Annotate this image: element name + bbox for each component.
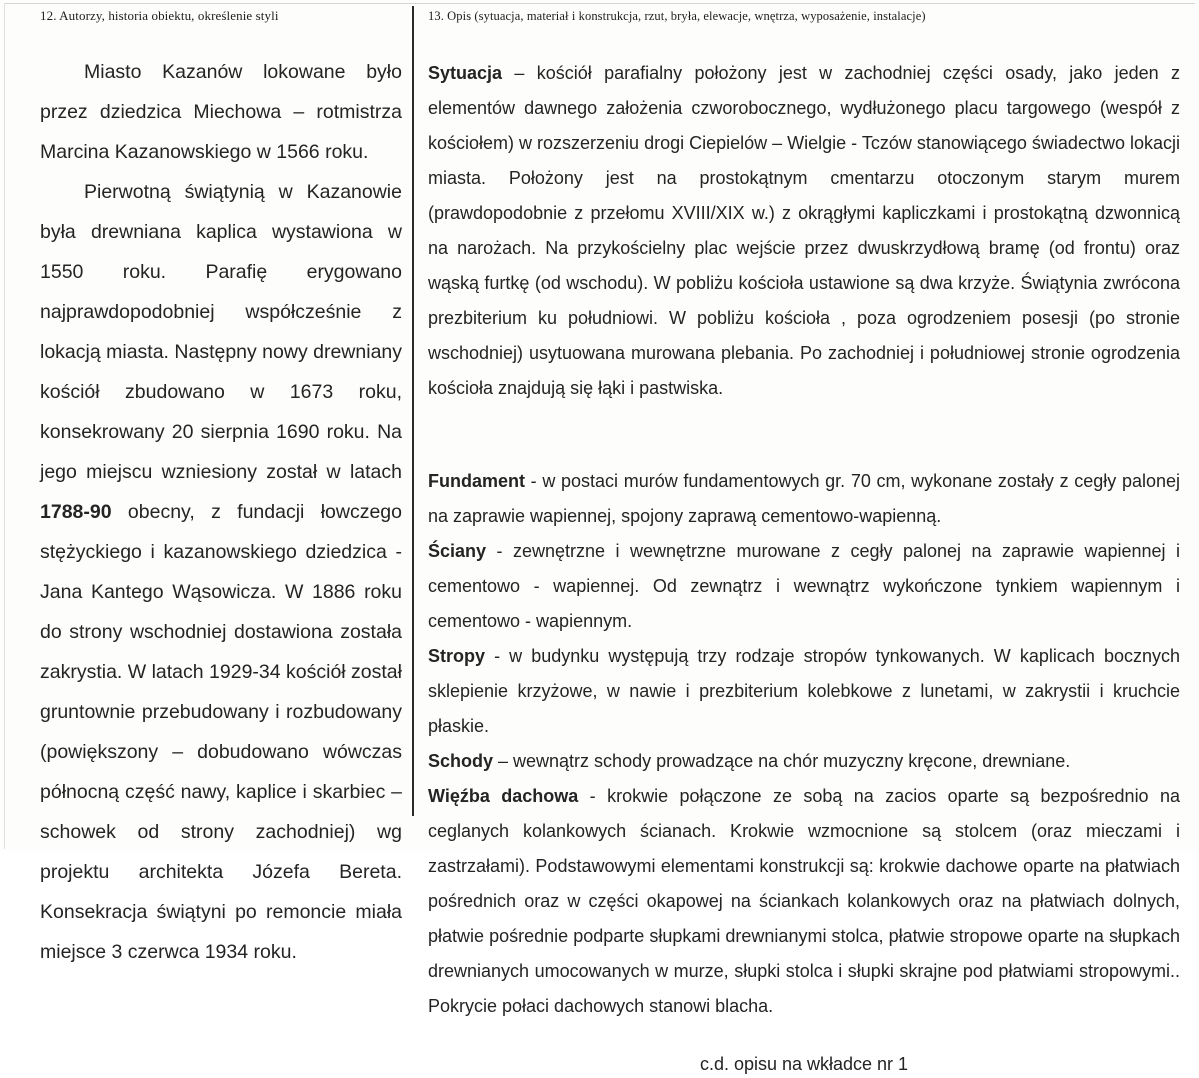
- section-sciany-lead: Ściany: [428, 541, 487, 561]
- paragraph-history-2: [40, 172, 402, 972]
- field-12-authors-history: [40, 8, 402, 972]
- continuation-note: c.d. opisu na wkładce nr 1: [699, 1054, 909, 1074]
- section-sciany-text: - zewnętrzne i wewnętrzne murowane z cegły palonej na zaprawie wapiennej i cementowo - wapiennej. Od zewnątrz i wewnątrz wykończone tynkiem wapiennym i cementowo - wapiennym.: [428, 541, 1180, 631]
- section-schody: [428, 744, 1180, 779]
- section-schody-lead: Schody: [428, 751, 494, 771]
- section-fundament-lead: Fundament: [428, 471, 525, 491]
- section-stropy: [428, 639, 1180, 744]
- paragraph-history-2-part-b: obecny, z fundacji łowczego stężyckiego i kazanowskiego dziedzica - Jana Kantego Wąsowicza. W 1886 roku do strony wschodniej dostawiona została zakrystia. W latach 1929-34 kościół został gruntownie przebudowany i rozbudowany (powiększony – dobudowano wówczas północną część nawy, kaplice i skarbiec –schowek od strony zachodniej) wg projektu architekta Józefa Bereta. Konsekracja świątyni po remoncie miała miejsce 3 czerwca 1934 roku.: [40, 501, 402, 963]
- section-stropy-lead: Stropy: [428, 646, 486, 666]
- paragraph-history-1: Miasto Kazanów lokowane było przez dziedzica Miechowa – rotmistrza Marcina Kazanowskiego w 1566 roku.: [40, 61, 402, 163]
- section-schody-text: – wewnątrz schody prowadzące na chór muzyczny kręcone, drewniane.: [493, 751, 1071, 771]
- bold-year-range: 1788-90: [40, 501, 112, 523]
- section-fundament: [428, 464, 1180, 534]
- field-13-description: [428, 8, 1180, 1078]
- section-stropy-text: - w budynku występują trzy rodzaje stropów tynkowanych. W kaplicach bocznych sklepienie krzyżowe, w nawie i prezbiterium kolebkowe z lunetami, w zakrystii i kruchcie płaskie.: [428, 646, 1180, 736]
- paragraph-history-2-part-a: Pierwotną świątynią w Kazanowie była drewniana kaplica wystawiona w 1550 roku. Parafię erygowano najprawdopodobniej współcześnie z lokacją miasta. Następny nowy drewniany kościół zbudowano w 1673 roku, konsekrowany 20 sierpnia 1690 roku. Na jego miejscu wzniesiony został w latach: [40, 181, 403, 483]
- section-sytuacja: [428, 56, 1180, 406]
- field-12-caption: 12. Autorzy, historia obiektu, określenie styli: [40, 8, 279, 23]
- field-13-caption: 13. Opis (sytuacja, materiał i konstrukcja, rzut, bryła, elewacje, wnętrza, wyposażenie, instalacje): [428, 9, 926, 23]
- section-fundament-text: - w postaci murów fundamentowych gr. 70 cm, wykonane zostały z cegły palonej na zaprawie wapiennej, spojony zaprawą cementowo-wapienną.: [428, 471, 1180, 526]
- section-wiezba-dachowa-text: - krokwie połączone ze sobą na zacios oparte są bezpośrednio na ceglanych kolankowych ścianach. Krokwie wzmocnione są stolcem (oraz mieczami i zastrzałami). Podstawowymi elementami konstrukcji są: krokwie dachowe oparte na płatwiach pośrednich oraz w części okapowej na ściankach kolankowych oraz na płatwiach dolnych, płatwie pośrednie podparte słupkami drewnianymi stolca, płatwie stropowe oparte na słupkach drewnianych umocowanych w murze, słupki stolca i słupki skrajne pod płatwiami stropowymi.. Pokrycie połaci dachowych stanowi blacha.: [428, 786, 1180, 1016]
- column-divider-rule: [412, 6, 414, 816]
- field-13-body: [428, 56, 1180, 1078]
- section-sciany: [428, 534, 1180, 639]
- section-wiezba-dachowa-lead: Więźba dachowa: [428, 786, 579, 806]
- section-sytuacja-lead: Sytuacja: [428, 63, 503, 83]
- section-wiezba-dachowa: [428, 779, 1180, 1024]
- section-sytuacja-text: – kościół parafialny położony jest w zachodniej części osady, jako jeden z elementów dawnego założenia czworobocznego, wydłużonego placu targowego (wespół z kościołem) w rozszerzeniu drogi Ciepielów – Wielgie - Tczów stanowiącego świadectwo lokacji miasta. Położony jest na prostokątnym cmentarzu otoczonym starym murem (prawdopodobnie z przełomu XVIII/XIX w.) z okrągłymi kapliczkami i prostokątną dzwonnicą na narożach. Na przykościelny plac wejście przez dwuskrzydłową bramę (od frontu) oraz wąską furtkę (od wschodu). W pobliżu kościoła ustawione są dwa krzyże. Świątynia zwrócona prezbiterium ku południowi. W pobliżu kościoła , poza ogrodzeniem posesji (po stronie wschodniej) usytuowana murowana plebania. Po zachodniej i południowej stronie ogrodzenia kościoła znajdują się łąki i pastwiska.: [428, 63, 1180, 398]
- field-12-body: [40, 52, 402, 972]
